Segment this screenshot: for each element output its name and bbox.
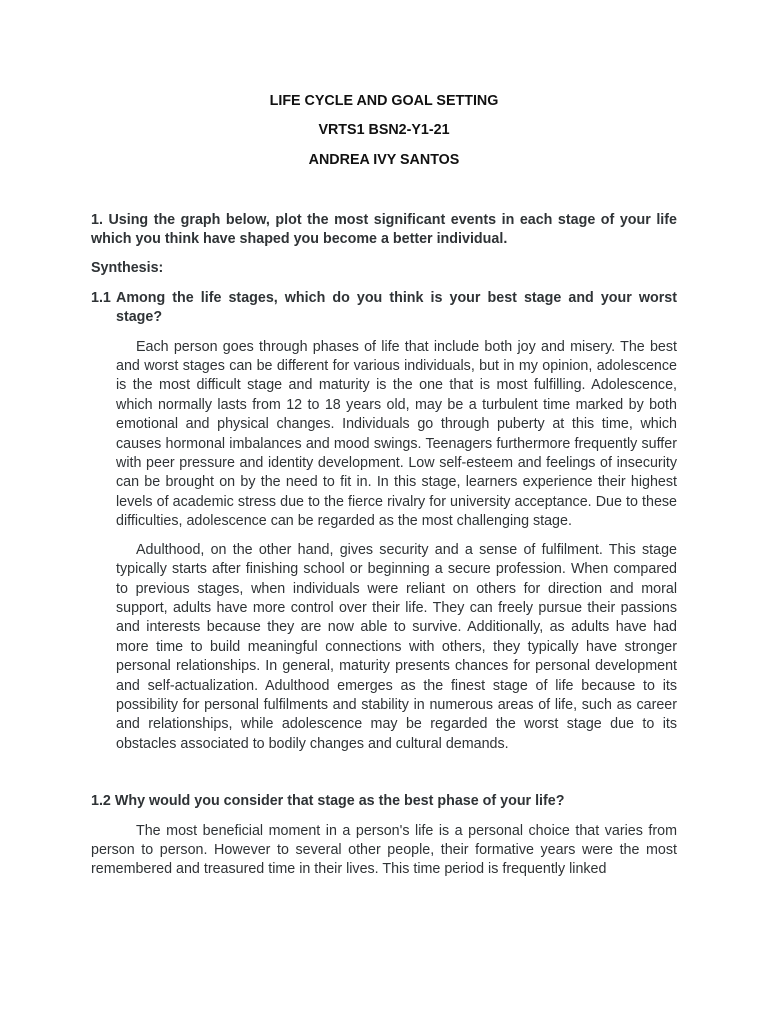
question-1-1-number: 1.1 (91, 289, 111, 306)
question-1-1-text: Among the life stages, which do you think is your best stage and your worst stage? (116, 289, 677, 326)
document-title: LIFE CYCLE AND GOAL SETTING (269, 93, 499, 109)
answer-1-1-paragraph-2: Adulthood, on the other hand, gives security and a sense of fulfilment. This stage typically starts after finishing school or beginning a secure profession. When compared to previous stages, when individuals were reliant on others for direction and moral support, adults have more control over their life. They can freely pursue their passions and interests because they are now able to survive. Additionally, as adults have had more time to build meaningful connections with others, they typically have stronger personal relationships. In general, maturity presents chances for personal development and self-actualization. Adulthood emerges as the finest stage of life because to its possibility for personal fulfilments and stability in numerous areas of life, such as career and relationships, while adolescence may be regarded the worst stage due to its obstacles associated to bodily changes and cultural demands. (116, 541, 677, 752)
answer-1-2-paragraph: The most beneficial moment in a person's life is a personal choice that varies from person to person. However to several other people, their formative years were the most remembered and treasured time in their lives. This time period is frequently linked (91, 822, 677, 878)
synthesis-label: Synthesis: (91, 259, 164, 276)
question-1-2: 1.2 Why would you consider that stage as the best phase of your life? (91, 793, 565, 810)
section-code: VRTS1 BSN2-Y1-21 (318, 122, 450, 138)
question-1: 1. Using the graph below, plot the most significant events in each stage of your life which you think have shaped you become a better individual. (91, 212, 677, 248)
answer-1-1-paragraph-1: Each person goes through phases of life that include both joy and misery. The best and worst stages can be different for various individuals, but in my opinion, adolescence is the most difficult stage and maturity is the one that is most fulfilling. Adolescence, which normally lasts from 12 to 18 years old, may be a turbulent time marked by both emotional and physical changes. Individuals go through puberty at this time, which causes hormonal imbalances and mood swings. Teenagers furthermore frequently suffer with peer pressure and identity development. Low self-esteem and feelings of insecurity can be brought on by the need to fit in. In this stage, learners experience their highest levels of academic stress due to the fierce rivalry for university acceptance. Due to these difficulties, adolescence can be regarded as the most challenging stage. (116, 338, 677, 530)
question-1-1 (91, 289, 677, 328)
author-name: ANDREA IVY SANTOS (308, 152, 460, 168)
